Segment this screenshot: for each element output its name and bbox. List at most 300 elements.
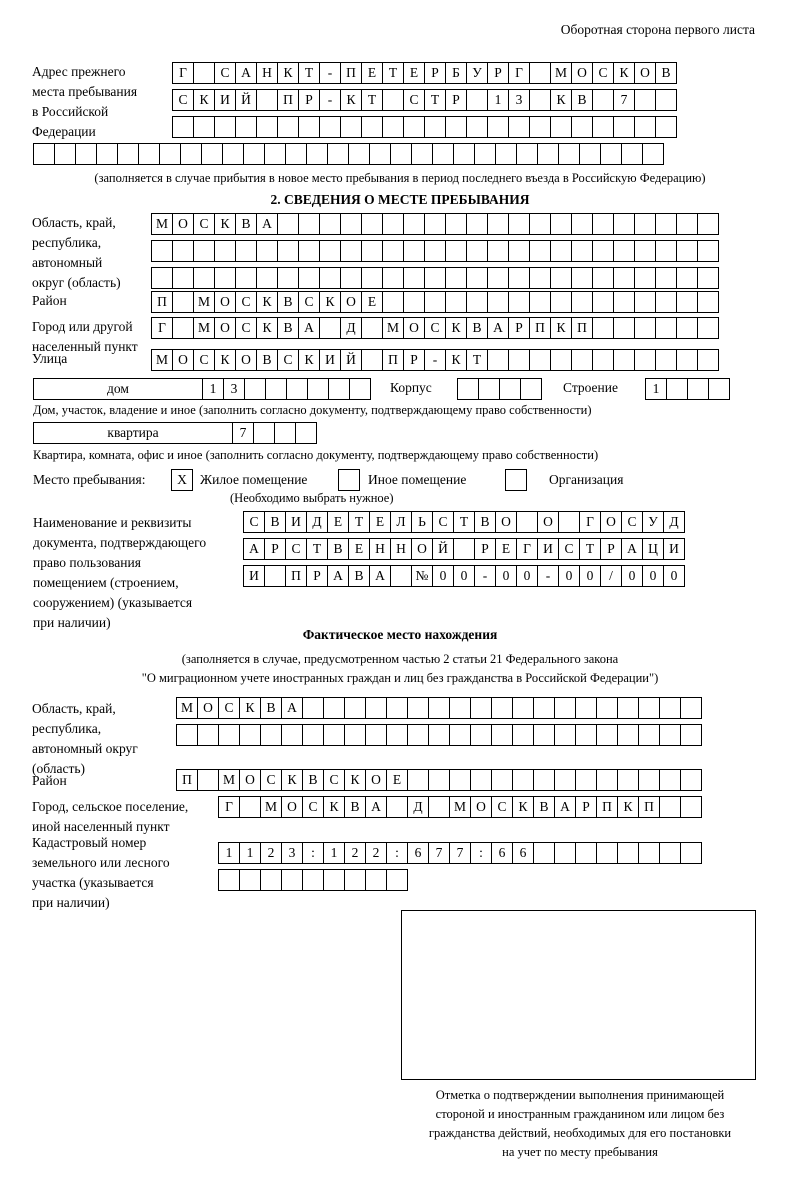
- char-cell[interactable]: [508, 240, 530, 262]
- char-cell[interactable]: [172, 267, 194, 289]
- char-cell[interactable]: [172, 240, 194, 262]
- char-cell[interactable]: С: [621, 511, 643, 533]
- char-cell[interactable]: Т: [453, 511, 475, 533]
- char-cell[interactable]: [424, 267, 446, 289]
- char-cell[interactable]: -: [474, 565, 496, 587]
- char-cell[interactable]: В: [655, 62, 677, 84]
- char-cell[interactable]: -: [319, 89, 341, 111]
- char-cell[interactable]: П: [382, 349, 404, 371]
- char-cell[interactable]: [592, 89, 614, 111]
- char-cell[interactable]: [33, 143, 55, 165]
- char-cell[interactable]: [176, 724, 198, 746]
- char-cell[interactable]: С: [235, 317, 257, 339]
- stroenie-cells[interactable]: [645, 378, 729, 400]
- char-cell[interactable]: О: [172, 213, 194, 235]
- char-cell[interactable]: [529, 213, 551, 235]
- char-cell[interactable]: [256, 240, 278, 262]
- char-cell[interactable]: [302, 869, 324, 891]
- char-cell[interactable]: 3: [223, 378, 245, 400]
- char-cell[interactable]: [348, 143, 370, 165]
- char-cell[interactable]: [285, 143, 307, 165]
- char-cell[interactable]: [680, 697, 702, 719]
- char-cell[interactable]: В: [264, 511, 286, 533]
- char-cell[interactable]: Р: [445, 89, 467, 111]
- char-cell[interactable]: [487, 240, 509, 262]
- char-cell[interactable]: [508, 267, 530, 289]
- char-cell[interactable]: [529, 349, 551, 371]
- char-cell[interactable]: [117, 143, 139, 165]
- actual-city-row[interactable]: [218, 796, 701, 818]
- char-cell[interactable]: [680, 769, 702, 791]
- char-cell[interactable]: :: [302, 842, 324, 864]
- char-cell[interactable]: [575, 697, 597, 719]
- char-cell[interactable]: К: [323, 796, 345, 818]
- char-cell[interactable]: [243, 143, 265, 165]
- checkbox-other-premises[interactable]: [338, 469, 360, 491]
- char-cell[interactable]: [382, 116, 404, 138]
- char-cell[interactable]: [218, 869, 240, 891]
- char-cell[interactable]: М: [260, 796, 282, 818]
- char-cell[interactable]: [659, 697, 681, 719]
- char-cell[interactable]: [361, 317, 383, 339]
- char-cell[interactable]: [432, 143, 454, 165]
- char-cell[interactable]: [428, 724, 450, 746]
- char-cell[interactable]: [466, 116, 488, 138]
- char-cell[interactable]: [487, 349, 509, 371]
- char-cell[interactable]: К: [193, 89, 215, 111]
- char-cell[interactable]: [340, 213, 362, 235]
- char-cell[interactable]: [697, 317, 719, 339]
- doc-row-1[interactable]: [243, 511, 684, 533]
- char-cell[interactable]: Д: [340, 317, 362, 339]
- char-cell[interactable]: Р: [298, 89, 320, 111]
- char-cell[interactable]: Е: [361, 291, 383, 313]
- char-cell[interactable]: 1: [239, 842, 261, 864]
- char-cell[interactable]: К: [550, 317, 572, 339]
- char-cell[interactable]: [516, 143, 538, 165]
- char-cell[interactable]: [96, 143, 118, 165]
- char-cell[interactable]: [428, 796, 450, 818]
- char-cell[interactable]: А: [369, 565, 391, 587]
- char-cell[interactable]: [659, 724, 681, 746]
- char-cell[interactable]: [214, 116, 236, 138]
- char-cell[interactable]: [197, 724, 219, 746]
- char-cell[interactable]: [466, 240, 488, 262]
- prev-address-row-2[interactable]: [172, 89, 676, 111]
- char-cell[interactable]: [659, 769, 681, 791]
- char-cell[interactable]: [214, 267, 236, 289]
- char-cell[interactable]: [281, 869, 303, 891]
- char-cell[interactable]: [260, 869, 282, 891]
- char-cell[interactable]: [550, 213, 572, 235]
- char-cell[interactable]: В: [533, 796, 555, 818]
- char-cell[interactable]: 3: [281, 842, 303, 864]
- char-cell[interactable]: [516, 511, 538, 533]
- char-cell[interactable]: М: [382, 317, 404, 339]
- char-cell[interactable]: [138, 143, 160, 165]
- char-cell[interactable]: [613, 240, 635, 262]
- char-cell[interactable]: [172, 317, 194, 339]
- char-cell[interactable]: [529, 89, 551, 111]
- char-cell[interactable]: 0: [432, 565, 454, 587]
- char-cell[interactable]: [554, 724, 576, 746]
- char-cell[interactable]: Е: [327, 511, 349, 533]
- char-cell[interactable]: [554, 769, 576, 791]
- char-cell[interactable]: С: [432, 511, 454, 533]
- char-cell[interactable]: [529, 267, 551, 289]
- char-cell[interactable]: С: [193, 349, 215, 371]
- char-cell[interactable]: [613, 267, 635, 289]
- char-cell[interactable]: А: [621, 538, 643, 560]
- char-cell[interactable]: П: [638, 796, 660, 818]
- char-cell[interactable]: П: [285, 565, 307, 587]
- char-cell[interactable]: [655, 116, 677, 138]
- char-cell[interactable]: Й: [432, 538, 454, 560]
- char-cell[interactable]: [193, 240, 215, 262]
- char-cell[interactable]: В: [344, 796, 366, 818]
- char-cell[interactable]: [474, 143, 496, 165]
- char-cell[interactable]: [512, 697, 534, 719]
- char-cell[interactable]: [445, 240, 467, 262]
- char-cell[interactable]: [239, 796, 261, 818]
- char-cell[interactable]: М: [193, 317, 215, 339]
- char-cell[interactable]: [403, 213, 425, 235]
- char-cell[interactable]: [520, 378, 542, 400]
- char-cell[interactable]: А: [235, 62, 257, 84]
- char-cell[interactable]: 1: [645, 378, 667, 400]
- char-cell[interactable]: [344, 697, 366, 719]
- city-row[interactable]: [151, 317, 718, 339]
- char-cell[interactable]: [151, 267, 173, 289]
- char-cell[interactable]: О: [470, 796, 492, 818]
- char-cell[interactable]: [361, 349, 383, 371]
- char-cell[interactable]: Р: [487, 62, 509, 84]
- char-cell[interactable]: [214, 240, 236, 262]
- char-cell[interactable]: [239, 724, 261, 746]
- char-cell[interactable]: И: [285, 511, 307, 533]
- char-cell[interactable]: О: [172, 349, 194, 371]
- char-cell[interactable]: /: [600, 565, 622, 587]
- char-cell[interactable]: [617, 769, 639, 791]
- char-cell[interactable]: [361, 213, 383, 235]
- char-cell[interactable]: [424, 213, 446, 235]
- char-cell[interactable]: [617, 724, 639, 746]
- char-cell[interactable]: А: [487, 317, 509, 339]
- char-cell[interactable]: К: [256, 317, 278, 339]
- char-cell[interactable]: [592, 349, 614, 371]
- char-cell[interactable]: [274, 422, 296, 444]
- char-cell[interactable]: 0: [516, 565, 538, 587]
- char-cell[interactable]: С: [235, 291, 257, 313]
- char-cell[interactable]: В: [235, 213, 257, 235]
- char-cell[interactable]: С: [298, 291, 320, 313]
- char-cell[interactable]: К: [344, 769, 366, 791]
- char-cell[interactable]: [386, 724, 408, 746]
- char-cell[interactable]: Т: [579, 538, 601, 560]
- char-cell[interactable]: Ц: [642, 538, 664, 560]
- char-cell[interactable]: [319, 116, 341, 138]
- char-cell[interactable]: [428, 769, 450, 791]
- char-cell[interactable]: С: [260, 769, 282, 791]
- char-cell[interactable]: [264, 565, 286, 587]
- char-cell[interactable]: [529, 240, 551, 262]
- char-cell[interactable]: [235, 267, 257, 289]
- char-cell[interactable]: [386, 796, 408, 818]
- region-row-2[interactable]: [151, 240, 718, 262]
- char-cell[interactable]: [676, 240, 698, 262]
- char-cell[interactable]: 0: [558, 565, 580, 587]
- char-cell[interactable]: [634, 267, 656, 289]
- char-cell[interactable]: А: [554, 796, 576, 818]
- char-cell[interactable]: С: [277, 349, 299, 371]
- char-cell[interactable]: [424, 291, 446, 313]
- char-cell[interactable]: [260, 724, 282, 746]
- char-cell[interactable]: [558, 511, 580, 533]
- char-cell[interactable]: [508, 116, 530, 138]
- char-cell[interactable]: [445, 291, 467, 313]
- char-cell[interactable]: [596, 842, 618, 864]
- char-cell[interactable]: -: [424, 349, 446, 371]
- char-cell[interactable]: [613, 349, 635, 371]
- char-cell[interactable]: Д: [306, 511, 328, 533]
- char-cell[interactable]: [579, 143, 601, 165]
- char-cell[interactable]: [478, 378, 500, 400]
- char-cell[interactable]: [193, 116, 215, 138]
- char-cell[interactable]: [319, 317, 341, 339]
- char-cell[interactable]: Е: [361, 62, 383, 84]
- char-cell[interactable]: Р: [264, 538, 286, 560]
- char-cell[interactable]: [235, 240, 257, 262]
- char-cell[interactable]: [697, 240, 719, 262]
- char-cell[interactable]: Е: [495, 538, 517, 560]
- char-cell[interactable]: К: [512, 796, 534, 818]
- district-row[interactable]: [151, 291, 718, 313]
- char-cell[interactable]: О: [495, 511, 517, 533]
- char-cell[interactable]: [634, 240, 656, 262]
- char-cell[interactable]: [256, 267, 278, 289]
- char-cell[interactable]: [529, 116, 551, 138]
- char-cell[interactable]: [592, 267, 614, 289]
- char-cell[interactable]: [281, 724, 303, 746]
- char-cell[interactable]: К: [239, 697, 261, 719]
- char-cell[interactable]: 7: [449, 842, 471, 864]
- char-cell[interactable]: [537, 143, 559, 165]
- char-cell[interactable]: Г: [579, 511, 601, 533]
- char-cell[interactable]: Т: [298, 62, 320, 84]
- char-cell[interactable]: С: [243, 511, 265, 533]
- char-cell[interactable]: Е: [403, 62, 425, 84]
- char-cell[interactable]: [411, 143, 433, 165]
- char-cell[interactable]: 7: [232, 422, 254, 444]
- char-cell[interactable]: [453, 538, 475, 560]
- char-cell[interactable]: В: [277, 317, 299, 339]
- char-cell[interactable]: К: [281, 769, 303, 791]
- char-cell[interactable]: Н: [390, 538, 412, 560]
- char-cell[interactable]: [676, 349, 698, 371]
- char-cell[interactable]: Р: [403, 349, 425, 371]
- char-cell[interactable]: [697, 213, 719, 235]
- char-cell[interactable]: А: [243, 538, 265, 560]
- char-cell[interactable]: К: [256, 291, 278, 313]
- char-cell[interactable]: Т: [424, 89, 446, 111]
- char-cell[interactable]: [533, 769, 555, 791]
- char-cell[interactable]: [571, 267, 593, 289]
- char-cell[interactable]: С: [424, 317, 446, 339]
- char-cell[interactable]: П: [529, 317, 551, 339]
- char-cell[interactable]: [277, 116, 299, 138]
- char-cell[interactable]: [298, 213, 320, 235]
- char-cell[interactable]: [487, 116, 509, 138]
- char-cell[interactable]: [340, 267, 362, 289]
- char-cell[interactable]: И: [537, 538, 559, 560]
- char-cell[interactable]: [298, 240, 320, 262]
- char-cell[interactable]: [361, 116, 383, 138]
- korpus-cells[interactable]: [457, 378, 541, 400]
- char-cell[interactable]: М: [449, 796, 471, 818]
- char-cell[interactable]: Е: [386, 769, 408, 791]
- char-cell[interactable]: К: [298, 349, 320, 371]
- char-cell[interactable]: С: [323, 769, 345, 791]
- char-cell[interactable]: [340, 116, 362, 138]
- char-cell[interactable]: [680, 842, 702, 864]
- char-cell[interactable]: [571, 240, 593, 262]
- char-cell[interactable]: [319, 213, 341, 235]
- char-cell[interactable]: -: [537, 565, 559, 587]
- char-cell[interactable]: П: [176, 769, 198, 791]
- char-cell[interactable]: [592, 291, 614, 313]
- char-cell[interactable]: Т: [382, 62, 404, 84]
- region-row-1[interactable]: [151, 213, 718, 235]
- char-cell[interactable]: [697, 267, 719, 289]
- char-cell[interactable]: [575, 842, 597, 864]
- char-cell[interactable]: [508, 213, 530, 235]
- char-cell[interactable]: 0: [579, 565, 601, 587]
- char-cell[interactable]: 6: [491, 842, 513, 864]
- char-cell[interactable]: А: [327, 565, 349, 587]
- char-cell[interactable]: [449, 724, 471, 746]
- char-cell[interactable]: [382, 267, 404, 289]
- char-cell[interactable]: С: [403, 89, 425, 111]
- actual-district-row[interactable]: [176, 769, 701, 791]
- char-cell[interactable]: 2: [365, 842, 387, 864]
- char-cell[interactable]: [655, 349, 677, 371]
- char-cell[interactable]: А: [365, 796, 387, 818]
- char-cell[interactable]: Р: [306, 565, 328, 587]
- char-cell[interactable]: Р: [508, 317, 530, 339]
- char-cell[interactable]: 1: [218, 842, 240, 864]
- char-cell[interactable]: [365, 697, 387, 719]
- char-cell[interactable]: Б: [445, 62, 467, 84]
- doc-row-2[interactable]: [243, 538, 684, 560]
- char-cell[interactable]: №: [411, 565, 433, 587]
- char-cell[interactable]: [655, 89, 677, 111]
- char-cell[interactable]: С: [302, 796, 324, 818]
- char-cell[interactable]: 0: [621, 565, 643, 587]
- char-cell[interactable]: [239, 869, 261, 891]
- char-cell[interactable]: [575, 724, 597, 746]
- char-cell[interactable]: [349, 378, 371, 400]
- char-cell[interactable]: [382, 213, 404, 235]
- char-cell[interactable]: [638, 842, 660, 864]
- char-cell[interactable]: В: [277, 291, 299, 313]
- char-cell[interactable]: М: [550, 62, 572, 84]
- char-cell[interactable]: [680, 724, 702, 746]
- char-cell[interactable]: [634, 291, 656, 313]
- char-cell[interactable]: [445, 267, 467, 289]
- char-cell[interactable]: К: [214, 213, 236, 235]
- char-cell[interactable]: 6: [512, 842, 534, 864]
- char-cell[interactable]: 2: [260, 842, 282, 864]
- char-cell[interactable]: [244, 378, 266, 400]
- char-cell[interactable]: [159, 143, 181, 165]
- char-cell[interactable]: М: [218, 769, 240, 791]
- char-cell[interactable]: [369, 143, 391, 165]
- char-cell[interactable]: [235, 116, 257, 138]
- char-cell[interactable]: [550, 240, 572, 262]
- char-cell[interactable]: К: [445, 349, 467, 371]
- char-cell[interactable]: [596, 769, 618, 791]
- char-cell[interactable]: О: [214, 291, 236, 313]
- char-cell[interactable]: [323, 724, 345, 746]
- char-cell[interactable]: [466, 89, 488, 111]
- char-cell[interactable]: Н: [256, 62, 278, 84]
- char-cell[interactable]: У: [642, 511, 664, 533]
- char-cell[interactable]: С: [491, 796, 513, 818]
- char-cell[interactable]: В: [348, 565, 370, 587]
- char-cell[interactable]: О: [537, 511, 559, 533]
- char-cell[interactable]: [491, 724, 513, 746]
- char-cell[interactable]: М: [193, 291, 215, 313]
- char-cell[interactable]: [382, 240, 404, 262]
- char-cell[interactable]: [386, 869, 408, 891]
- char-cell[interactable]: [453, 143, 475, 165]
- char-cell[interactable]: [386, 697, 408, 719]
- char-cell[interactable]: К: [340, 89, 362, 111]
- char-cell[interactable]: В: [571, 89, 593, 111]
- char-cell[interactable]: М: [176, 697, 198, 719]
- char-cell[interactable]: [382, 89, 404, 111]
- char-cell[interactable]: П: [151, 291, 173, 313]
- actual-region-row-1[interactable]: [176, 697, 701, 719]
- checkbox-organization[interactable]: [505, 469, 527, 491]
- char-cell[interactable]: [470, 769, 492, 791]
- char-cell[interactable]: О: [411, 538, 433, 560]
- char-cell[interactable]: О: [365, 769, 387, 791]
- char-cell[interactable]: [642, 143, 664, 165]
- char-cell[interactable]: [286, 378, 308, 400]
- char-cell[interactable]: [424, 116, 446, 138]
- char-cell[interactable]: [264, 143, 286, 165]
- char-cell[interactable]: О: [239, 769, 261, 791]
- actual-region-row-2[interactable]: [176, 724, 701, 746]
- char-cell[interactable]: [571, 213, 593, 235]
- char-cell[interactable]: [365, 724, 387, 746]
- char-cell[interactable]: [512, 724, 534, 746]
- char-cell[interactable]: С: [285, 538, 307, 560]
- char-cell[interactable]: [445, 116, 467, 138]
- char-cell[interactable]: Л: [390, 511, 412, 533]
- region-row-3[interactable]: [151, 267, 718, 289]
- char-cell[interactable]: [676, 267, 698, 289]
- char-cell[interactable]: [554, 697, 576, 719]
- char-cell[interactable]: [361, 240, 383, 262]
- char-cell[interactable]: [390, 565, 412, 587]
- char-cell[interactable]: [277, 240, 299, 262]
- char-cell[interactable]: С: [558, 538, 580, 560]
- prev-address-row-4[interactable]: [33, 143, 663, 165]
- char-cell[interactable]: [319, 240, 341, 262]
- char-cell[interactable]: П: [277, 89, 299, 111]
